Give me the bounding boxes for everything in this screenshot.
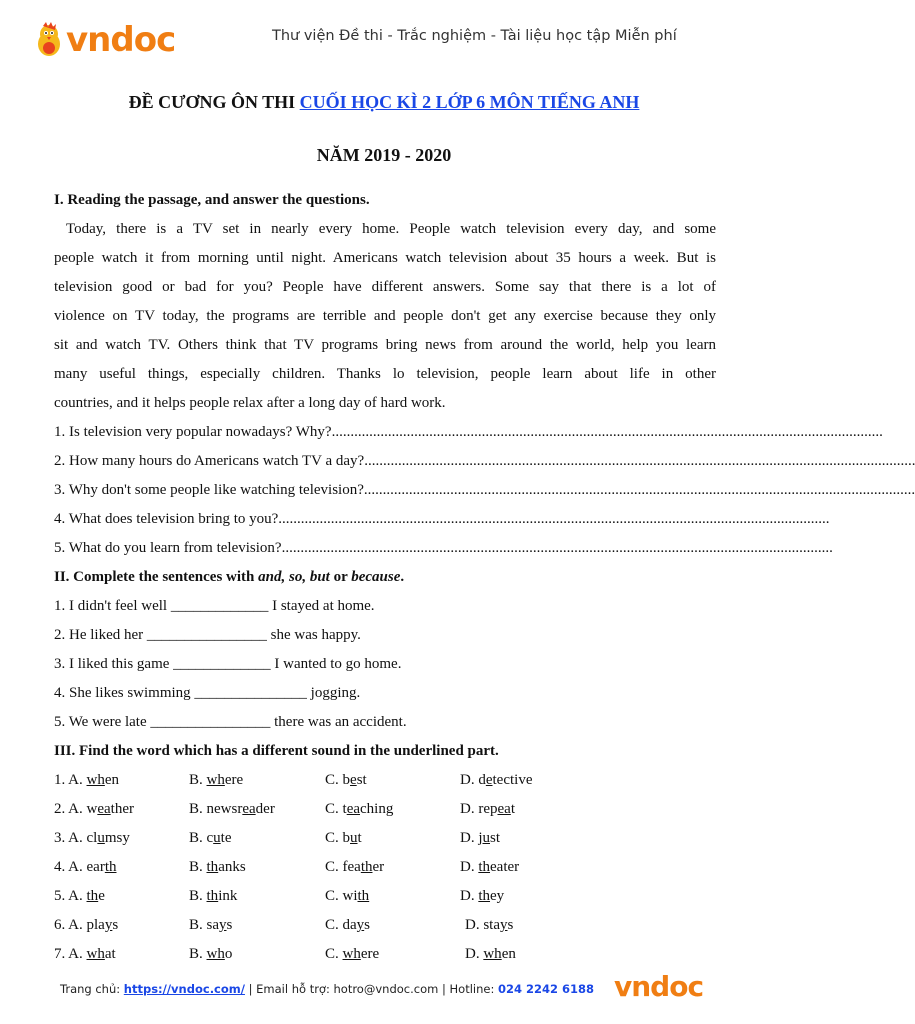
question-text: 4. What does television bring to you? [54,511,279,527]
underlined-part: wh [483,946,502,962]
answer-option[interactable]: B. think [189,888,238,904]
item-pre: 2. He liked her [54,627,147,643]
answer-option[interactable]: B. who [189,946,233,962]
answer-option[interactable]: 2. A. weather [54,801,134,817]
question-row [54,476,915,505]
footer-email[interactable]: hotro@vndoc.com [333,982,439,996]
answer-dots[interactable]: ................................................................................................................................................... [331,424,883,440]
answer-option[interactable]: 4. A. earth [54,859,117,875]
item-post: I stayed at home. [268,598,375,614]
underlined-part: th [104,859,117,875]
answer-option[interactable]: C. feather [325,859,385,875]
item-pre: 5. We were late [54,714,151,730]
answer-option[interactable]: 7. A. what [54,946,116,962]
footer-label: Trang chủ: [60,982,124,996]
item-blank[interactable]: ________________ [146,627,267,643]
item-blank[interactable]: _____________ [170,598,269,614]
section2-heading [54,563,716,592]
footer-label: | Hotline: [438,982,498,996]
underlined-part: wh [206,946,225,962]
passage-line: countries, and it helps people relax after a long day of hard work. [54,395,446,411]
question-row [54,534,833,563]
header-tagline: Thư viện Đề thi - Trắc nghiệm - Tài liệu học tập Miễn phí [272,28,677,44]
answer-option[interactable]: D. when [465,946,516,962]
title-link[interactable]: CUỐI HỌC KÌ 2 LỚP 6 MÔN TIẾNG ANH [299,92,640,112]
footer-logo[interactable]: vndoc [614,970,704,1003]
underlined-part: u [350,830,358,846]
underlined-part: u [482,830,490,846]
option-row [54,940,716,969]
passage-line: television good or bad for you? People have different answers. Some say that there is a lot of [54,279,716,295]
option-row [54,882,716,911]
heading-part: or [329,569,352,585]
option-row [54,853,716,882]
underlined-part: ea [97,801,111,817]
underlined-part: th [478,888,491,904]
underlined-part: th [357,888,370,904]
fill-item [54,592,716,621]
passage-line: Today, there is a TV set in nearly every home. People watch television every day, and some [66,221,716,237]
passage-line: sit and watch TV. Others think that TV programs bring news from around the world, help you learn [54,337,716,353]
answer-option[interactable]: C. teaching [325,801,394,817]
underlined-part: th [360,859,373,875]
question-row [54,447,915,476]
answer-option[interactable]: D. stays [465,917,514,933]
question-row [54,505,830,534]
item-pre: 1. I didn't feel well [54,598,171,614]
item-blank[interactable]: _____________ [173,656,271,672]
answer-option[interactable]: D. they [460,888,505,904]
fill-item [54,650,716,679]
answer-option[interactable]: B. says [189,917,233,933]
underlined-part: wh [86,946,105,962]
underlined-part: th [478,859,491,875]
answer-dots[interactable]: ................................................................................................................................................... [281,540,833,556]
answer-option[interactable]: 5. A. the [54,888,105,904]
underlined-part: th [86,888,99,904]
fill-item [54,679,716,708]
underlined-part: ea [497,801,511,817]
answer-option[interactable]: D. just [460,830,501,846]
answer-dots[interactable]: ................................................................................................................................................... [278,511,830,527]
underlined-part: th [206,888,219,904]
heading-part: II. Complete the sentences with [54,569,259,585]
answer-option[interactable]: B. thanks [189,859,246,875]
footer-label: | Email hỗ trợ: [244,982,334,996]
answer-option[interactable]: B. cute [189,830,232,846]
item-post: I wanted to go home. [270,656,402,672]
underlined-part: u [97,830,105,846]
underlined-part: u [213,830,221,846]
answer-option[interactable]: D. detective [460,772,533,788]
answer-option[interactable]: B. newsreader [189,801,275,817]
question-text: 3. Why don't some people like watching television? [54,482,364,498]
underlined-part: y [356,917,365,933]
underlined-part: ea [346,801,361,817]
answer-option[interactable]: C. but [325,830,362,846]
fill-item [54,708,716,737]
section3-heading: III. Find the word which has a different sound in the underlined part. [54,743,499,759]
underlined-part: e [350,772,357,788]
option-row [54,911,716,940]
question-text: 5. What do you learn from television? [54,540,282,556]
sound-table [54,766,716,969]
answer-option[interactable]: C. days [325,917,371,933]
fill-item [54,621,716,650]
document-year: NĂM 2019 - 2020 [316,145,452,165]
heading-part: . [400,569,405,585]
logo-text: vndoc [66,20,176,60]
passage-line: violence on TV today, the programs are terrible and people don't get any exercise because they only [54,308,716,324]
passage-line: people watch it from morning until night. Americans watch television about 35 hours a week. But is [54,250,716,266]
answer-option[interactable]: C. best [325,772,367,788]
item-pre: 3. I liked this game [54,656,174,672]
section1-heading: I. Reading the passage, and answer the questions. [54,192,370,208]
underlined-part: wh [86,772,105,788]
answer-option[interactable]: 3. A. clumsy [54,830,130,846]
option-row [54,766,716,795]
answer-option[interactable]: C. where [325,946,380,962]
underlined-part: e [485,772,493,788]
answer-option[interactable]: D. repeat [460,801,515,817]
answer-option[interactable]: B. where [189,772,244,788]
underlined-part: y [219,917,227,933]
answer-option[interactable]: 1. A. when [54,772,120,788]
answer-dots[interactable]: ................................................................................................................................................... [364,453,915,469]
passage-line: many useful things, especially children. Thanks lo television, people learn about life in other [54,366,716,382]
item-post: there was an accident. [270,714,407,730]
item-blank[interactable]: _______________ [194,685,307,701]
option-row [54,824,716,853]
answer-option[interactable]: 6. A. plays [54,917,119,933]
question-text: 2. How many hours do Americans watch TV a day? [54,453,365,469]
answer-option[interactable]: C. with [325,888,370,904]
item-post: jogging. [306,685,361,701]
answer-option[interactable]: D. theater [460,859,520,875]
footer-hotline[interactable]: 024 2242 6188 [498,982,595,996]
underlined-part: wh [342,946,361,962]
underlined-part: y [500,917,508,933]
item-post: she was happy. [266,627,361,643]
page-footer [60,982,594,996]
item-blank[interactable]: ________________ [150,714,271,730]
question-text: 1. Is television very popular nowadays? Why? [54,424,332,440]
underlined-part: th [206,859,219,875]
heading-part: because [351,569,401,585]
page-header [0,0,768,80]
underlined-part: ea [242,801,256,817]
footer-home-link[interactable]: https://vndoc.com/ [123,982,245,996]
document-title [0,92,768,113]
heading-part: and, so, but [258,569,330,585]
title-prefix: ĐỀ CƯƠNG ÔN THI [128,92,300,112]
question-row [54,418,883,447]
answer-dots[interactable]: ................................................................................................................................................... [363,482,915,498]
item-pre: 4. She likes swimming [54,685,195,701]
option-row [54,795,716,824]
underlined-part: y [104,917,113,933]
vndoc-logo[interactable] [34,20,175,60]
mascot-icon [34,22,64,58]
document-body [54,186,915,969]
underlined-part: wh [206,772,225,788]
